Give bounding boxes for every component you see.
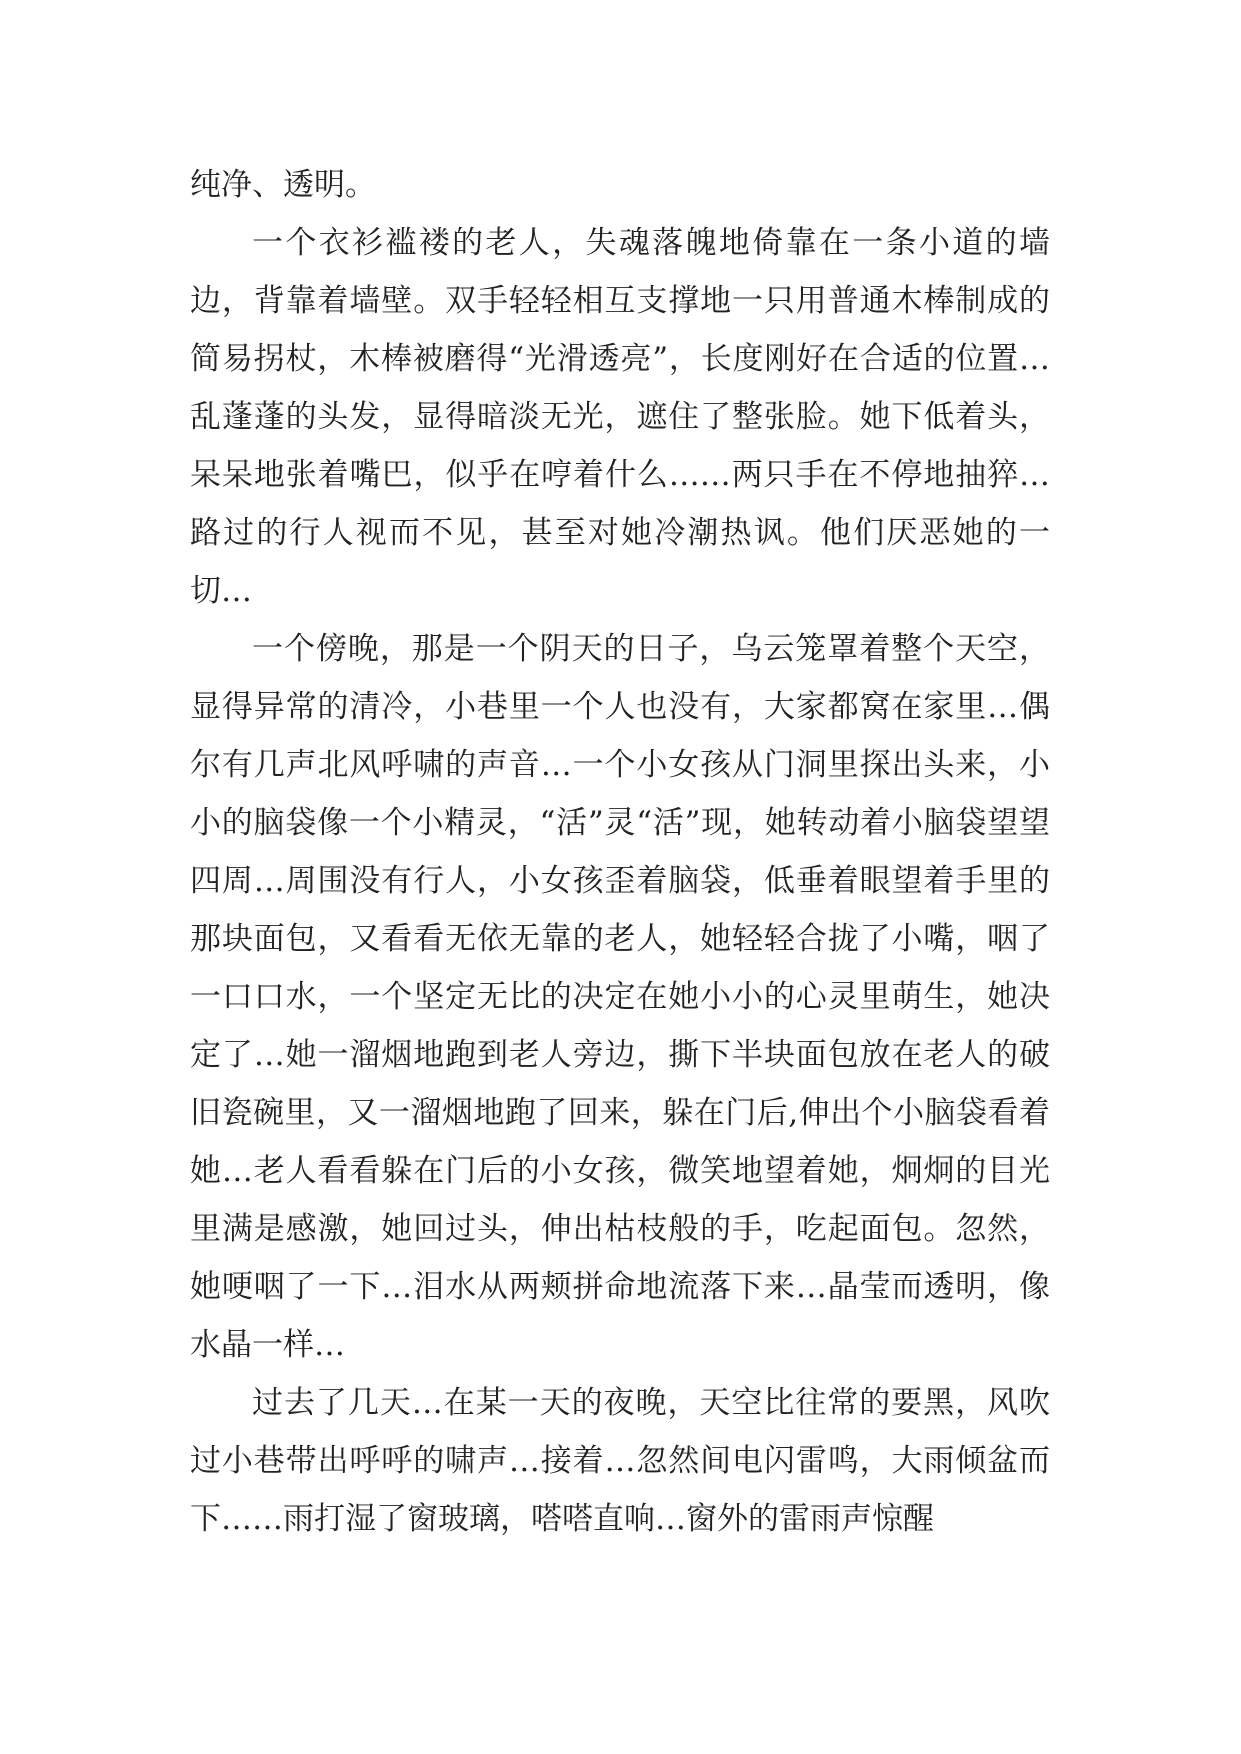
paragraph-continuation: 纯净、透明。 [190, 167, 376, 203]
body-text [190, 156, 1050, 1548]
paragraph-old-person: 一个衣衫褴褛的老人，失魂落魄地倚靠在一条小道的墙边，背靠着墙壁。双手轻轻相互支撑地一只用普通木棒制成的简易拐杖，木棒被磨得“光滑透亮”，长度刚好在合适的位置…乱蓬蓬的头发，显得暗淡无光，遮住了整张脸。她下低着头，呆呆地张着嘴巴，似乎在哼着什么……两只手在不停地抽猝…路过的行人视而不见，甚至对她冷潮热讽。他们厌恶她的一切… [190, 225, 1050, 609]
paragraph-stormy-night: 过去了几天…在某一天的夜晚，天空比往常的要黑，风吹过小巷带出呼呼的啸声…接着…忽然间电闪雷鸣，大雨倾盆而下……雨打湿了窗玻璃，嗒嗒直响…窗外的雷雨声惊醒 [190, 1385, 1050, 1537]
paragraph-little-girl: 一个傍晚，那是一个阴天的日子，乌云笼罩着整个天空，显得异常的清冷，小巷里一个人也没有，大家都窝在家里…偶尔有几声北风呼啸的声音…一个小女孩从门洞里探出头来，小小的脑袋像一个小精灵，“活”灵“活”现，她转动着小脑袋望望四周…周围没有行人，小女孩歪着脑袋，低垂着眼望着手里的那块面包，又看看无依无靠的老人，她轻轻合拢了小嘴，咽了一口口水，一个坚定无比的决定在她小小的心灵里萌生，她决定了…她一溜烟地跑到老人旁边，撕下半块面包放在老人的破旧瓷碗里，又一溜烟地跑了回来，躲在门后,伸出个小脑袋看着她…老人看看躲在门后的小女孩，微笑地望着她，炯炯的目光里满是感激，她回过头，伸出枯枝般的手，吃起面包。忽然，她哽咽了一下…泪水从两颊拼命地流落下来…晶莹而透明，像水晶一样… [190, 631, 1050, 1363]
